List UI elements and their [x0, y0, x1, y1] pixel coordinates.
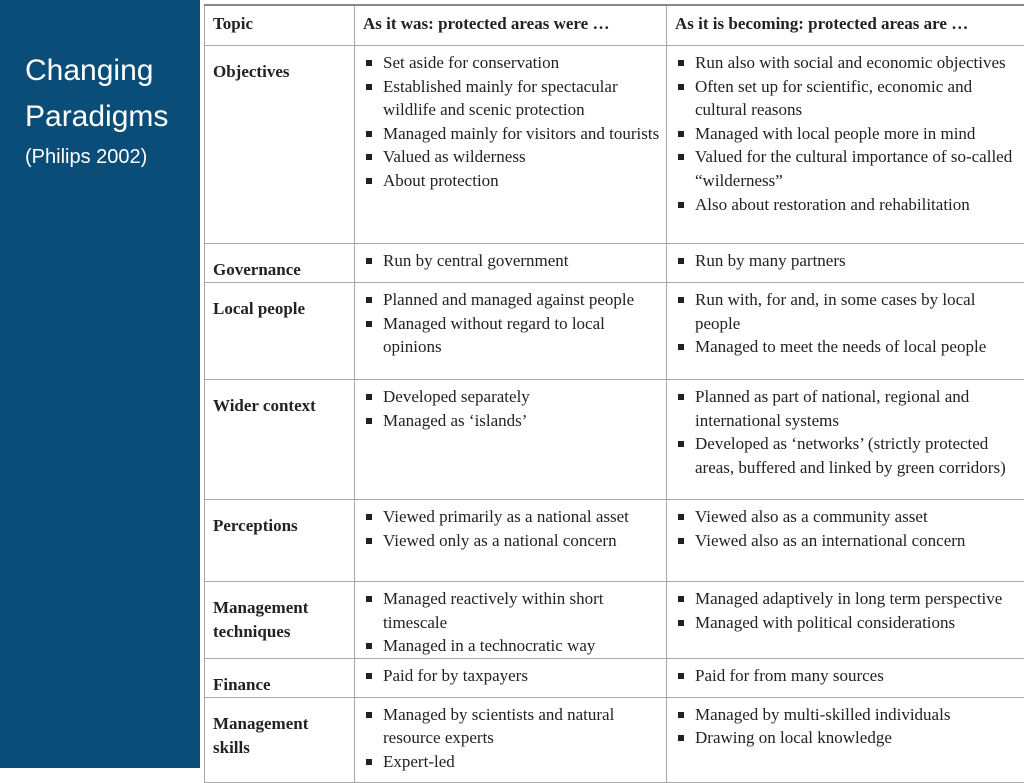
as-it-was-cell: [355, 658, 667, 697]
table-row: [205, 283, 1024, 380]
bullet-item: Set aside for conservation: [363, 51, 660, 75]
table-row: [205, 500, 1024, 582]
bullet-item: Managed in a technocratic way: [363, 634, 660, 658]
bullet-list: [675, 505, 1018, 552]
bullet-item: Developed as ‘networks’ (strictly protected areas, buffered and linked by green corridors): [675, 432, 1018, 479]
table-body: [205, 46, 1024, 783]
bullet-item: Managed with political considerations: [675, 611, 1018, 635]
topic-cell: Management skills: [205, 697, 355, 782]
bullet-item: Viewed primarily as a national asset: [363, 505, 660, 529]
bullet-item: Valued for the cultural importance of so-called “wilderness”: [675, 145, 1018, 192]
topic-cell: Finance: [205, 658, 355, 697]
bullet-item: Managed adaptively in long term perspective: [675, 587, 1018, 611]
bullet-list: [675, 664, 1018, 688]
bullet-item: Managed mainly for visitors and tourists: [363, 122, 660, 146]
bullet-list: [675, 703, 1018, 750]
bullet-item: Drawing on local knowledge: [675, 726, 1018, 750]
bullet-item: About protection: [363, 169, 660, 193]
bullet-list: [363, 703, 660, 774]
as-it-is-becoming-cell: [667, 283, 1024, 380]
bullet-item: Developed separately: [363, 385, 660, 409]
table-row: [205, 46, 1024, 244]
slide-citation: (Philips 2002): [25, 146, 147, 169]
as-it-is-becoming-cell: [667, 658, 1024, 697]
bullet-list: [675, 385, 1018, 479]
bullet-list: [675, 249, 1018, 273]
table-row: [205, 697, 1024, 782]
bullet-item: Planned as part of national, regional and international systems: [675, 385, 1018, 432]
topic-cell: Management techniques: [205, 582, 355, 659]
header-as-it-is-becoming: As it is becoming: protected areas are …: [667, 5, 1024, 46]
bullet-item: Viewed only as a national concern: [363, 529, 660, 553]
header-as-it-was: As it was: protected areas were …: [355, 5, 667, 46]
as-it-is-becoming-cell: [667, 697, 1024, 782]
bullet-item: Also about restoration and rehabilitation: [675, 193, 1018, 217]
bullet-item: Expert-led: [363, 750, 660, 774]
table-header-row: [205, 5, 1024, 46]
bullet-item: Managed as ‘islands’: [363, 409, 660, 433]
bullet-item: Viewed also as an international concern: [675, 529, 1018, 553]
bullet-item: Often set up for scientific, economic and cultural reasons: [675, 75, 1018, 122]
slide-title-line-1: Changing: [25, 48, 200, 94]
as-it-was-cell: [355, 697, 667, 782]
bullet-item: Managed to meet the needs of local people: [675, 335, 1018, 359]
as-it-was-cell: [355, 244, 667, 283]
bullet-list: [363, 51, 660, 193]
as-it-was-cell: [355, 500, 667, 582]
header-topic: Topic: [205, 5, 355, 46]
bullet-list: [675, 51, 1018, 216]
bullet-item: Established mainly for spectacular wildlife and scenic protection: [363, 75, 660, 122]
table-row: [205, 582, 1024, 659]
table-row: [205, 244, 1024, 283]
topic-cell: Perceptions: [205, 500, 355, 582]
as-it-was-cell: [355, 380, 667, 500]
bullet-list: [363, 288, 660, 359]
topic-cell: Wider context: [205, 380, 355, 500]
as-it-is-becoming-cell: [667, 380, 1024, 500]
slide-title: [25, 48, 200, 140]
bullet-item: Viewed also as a community asset: [675, 505, 1018, 529]
bullet-list: [675, 587, 1018, 634]
bullet-item: Paid for by taxpayers: [363, 664, 660, 688]
bullet-item: Managed with local people more in mind: [675, 122, 1018, 146]
bullet-item: Run by central government: [363, 249, 660, 273]
bullet-item: Managed by scientists and natural resource experts: [363, 703, 660, 750]
bullet-list: [363, 587, 660, 658]
bullet-list: [363, 664, 660, 688]
table-row: [205, 658, 1024, 697]
bullet-item: Run with, for and, in some cases by local people: [675, 288, 1018, 335]
as-it-was-cell: [355, 582, 667, 659]
bullet-list: [363, 249, 660, 273]
bullet-item: Run by many partners: [675, 249, 1018, 273]
as-it-was-cell: [355, 46, 667, 244]
bullet-list: [363, 385, 660, 432]
bullet-list: [675, 288, 1018, 359]
bullet-item: Managed without regard to local opinions: [363, 312, 660, 359]
topic-cell: Objectives: [205, 46, 355, 244]
topic-cell: Local people: [205, 283, 355, 380]
bullet-item: Valued as wilderness: [363, 145, 660, 169]
paradigm-table: [204, 4, 1024, 783]
bullet-item: Managed by multi-skilled individuals: [675, 703, 1018, 727]
bullet-item: Paid for from many sources: [675, 664, 1018, 688]
as-it-is-becoming-cell: [667, 244, 1024, 283]
sidebar-panel: [0, 0, 200, 768]
bullet-list: [363, 505, 660, 552]
bullet-item: Managed reactively within short timescale: [363, 587, 660, 634]
as-it-is-becoming-cell: [667, 46, 1024, 244]
table-row: [205, 380, 1024, 500]
bullet-item: Planned and managed against people: [363, 288, 660, 312]
as-it-is-becoming-cell: [667, 582, 1024, 659]
topic-cell: Governance: [205, 244, 355, 283]
as-it-is-becoming-cell: [667, 500, 1024, 582]
as-it-was-cell: [355, 283, 667, 380]
slide-title-line-2: Paradigms: [25, 94, 200, 140]
bullet-item: Run also with social and economic objectives: [675, 51, 1018, 75]
